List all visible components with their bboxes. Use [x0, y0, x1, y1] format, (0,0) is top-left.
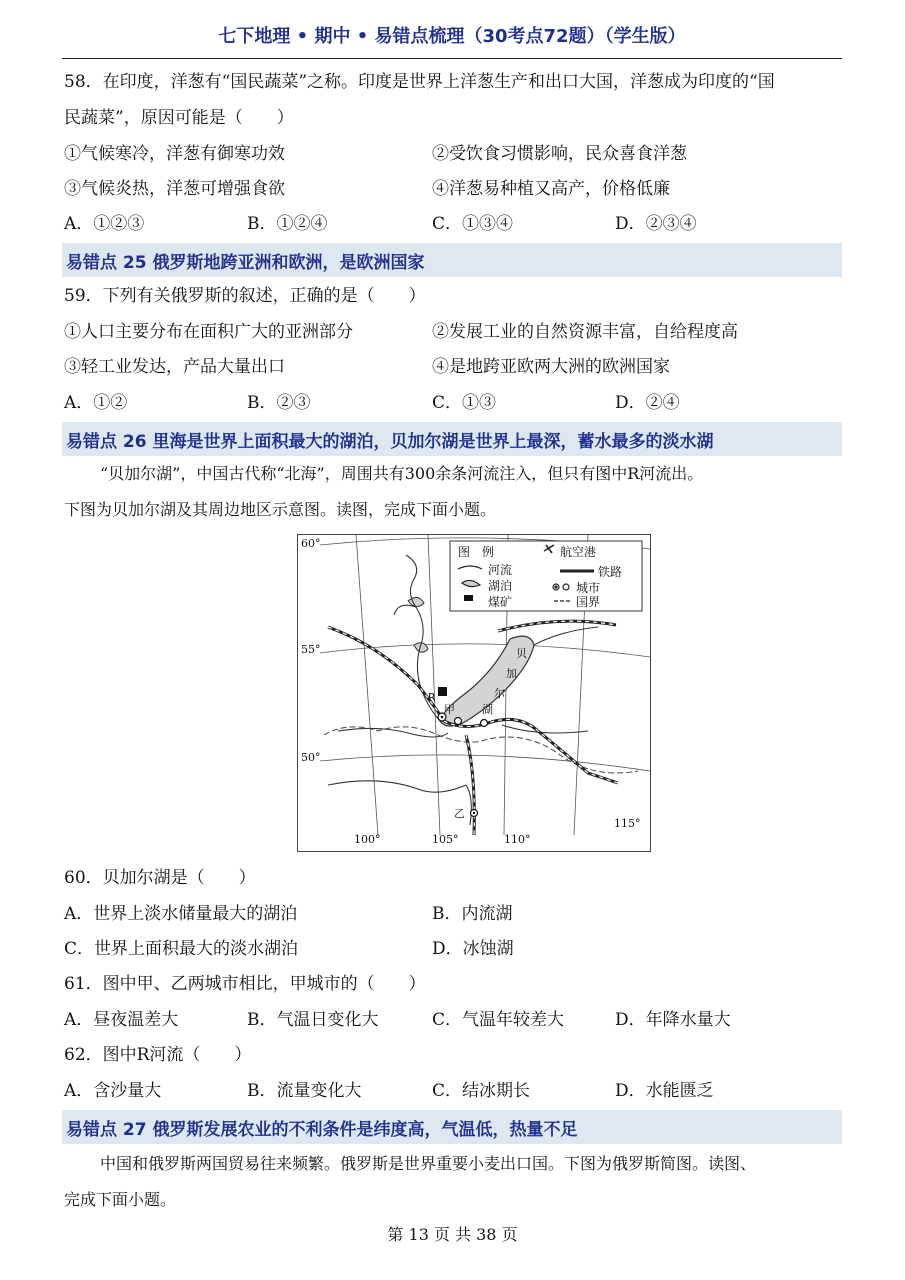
passage-26-line1: “贝加尔湖”，中国古代称“北海”，周围共有300余条河流注入，但只有图中R河流出。	[100, 464, 704, 483]
q59-option-b: B．②③	[247, 393, 311, 413]
q58-option-b: B．①②④	[247, 214, 328, 234]
q58-statement-4: ④洋葱易种植又高产，价格低廉	[432, 179, 670, 199]
error-point-27-band	[62, 1110, 842, 1144]
river-r-label: R	[428, 691, 436, 704]
q58-statement-3: ③气候炎热，洋葱可增强食欲	[64, 179, 285, 199]
lon-100-label: 100°	[354, 833, 381, 846]
error-point-27-title: 易错点 27 俄罗斯发展农业的不利条件是纬度高，气温低，热量不足	[66, 1120, 578, 1140]
q58-statement-1: ①气候寒冷，洋葱有御寒功效	[64, 144, 285, 164]
error-point-26-band	[62, 422, 842, 456]
lon-105-label: 105°	[432, 833, 459, 846]
legend-coal-label: 煤矿	[488, 595, 513, 609]
legend-lake-label: 湖泊	[488, 579, 513, 593]
lake-label-char-2: 加	[506, 667, 517, 680]
q59-option-a: A．①②	[64, 393, 128, 413]
q60-option-c: C．世界上面积最大的淡水湖泊	[64, 939, 299, 959]
q59-statement-4: ④是地跨亚欧两大洲的欧洲国家	[432, 357, 670, 377]
header-divider	[62, 58, 842, 59]
lon-110-label: 110°	[504, 833, 531, 846]
baikal-region-map	[297, 534, 651, 852]
lat-55-label: 55°	[301, 643, 321, 656]
q62-option-b: B．流量变化大	[247, 1081, 362, 1101]
q60-stem: 60．贝加尔湖是（ ）	[64, 868, 256, 888]
q59-statement-2: ②发展工业的自然资源丰富，自给程度高	[432, 322, 738, 342]
q61-option-c: C．气温年较差大	[432, 1010, 565, 1030]
q58-stem-line1: 58．在印度，洋葱有“国民蔬菜”之称。印度是世界上洋葱生产和出口大国，洋葱成为印度的“国	[64, 72, 775, 92]
error-point-26-title: 易错点 26 里海是世界上面积最大的湖泊，贝加尔湖是世界上最深，蓄水最多的淡水湖	[66, 432, 714, 452]
lat-50-label: 50°	[301, 751, 321, 764]
page-footer: 第 13 页 共 38 页	[387, 1225, 518, 1244]
lake-label-char-1: 贝	[516, 647, 527, 660]
legend-river-label: 河流	[488, 563, 513, 577]
passage-26-line2: 下图为贝加尔湖及其周边地区示意图。读图，完成下面小题。	[64, 500, 497, 519]
legend-coal-symbol	[464, 595, 473, 601]
q58-option-c: C．①③④	[432, 214, 514, 234]
q59-option-c: C．①③	[432, 393, 497, 413]
q62-option-d: D．水能匮乏	[615, 1081, 714, 1101]
q60-option-b: B．内流湖	[432, 904, 513, 924]
legend-city-label: 城市	[576, 581, 601, 595]
national-border	[324, 727, 638, 773]
legend-railway-label: 铁路	[598, 565, 623, 579]
coal-mine-marker	[438, 687, 447, 696]
q62-option-a: A．含沙量大	[64, 1081, 162, 1101]
error-point-25-band	[62, 243, 842, 277]
passage-27-line2: 完成下面小题。	[64, 1190, 177, 1209]
q59-stem: 59．下列有关俄罗斯的叙述，正确的是（ ）	[64, 286, 426, 306]
legend-border-label: 国界	[576, 595, 601, 609]
q58-option-d: D．②③④	[615, 214, 697, 234]
city-jia-label: 甲	[444, 703, 455, 716]
q61-stem: 61．图中甲、乙两城市相比，甲城市的（ ）	[64, 974, 426, 994]
q62-stem: 62．图中R河流（ ）	[64, 1045, 252, 1065]
lake-label-char-3: 尔	[494, 687, 505, 700]
city-yi-label: 乙	[454, 807, 465, 820]
q61-option-a: A．昼夜温差大	[64, 1010, 179, 1030]
q58-option-a: A．①②③	[64, 214, 145, 234]
error-point-25-title: 易错点 25 俄罗斯地跨亚洲和欧洲，是欧洲国家	[66, 253, 425, 273]
lat-60-label: 60°	[301, 537, 321, 550]
q58-stem-line2: 民蔬菜”，原因可能是（ ）	[64, 108, 294, 128]
q61-option-d: D．年降水量大	[615, 1010, 731, 1030]
lake-label-char-4: 湖	[482, 703, 493, 716]
q62-option-c: C．结冰期长	[432, 1081, 531, 1101]
lon-115-label: 115°	[614, 817, 641, 830]
city-markers	[438, 713, 488, 817]
q60-option-a: A．世界上淡水储量最大的湖泊	[64, 904, 298, 924]
page-header-title: 七下地理 • 期中 • 易错点梳理（30考点72题）（学生版）	[218, 26, 686, 47]
q59-statement-1: ①人口主要分布在面积广大的亚洲部分	[64, 322, 353, 342]
q60-option-d: D．冰蚀湖	[432, 939, 514, 959]
q59-option-d: D．②④	[615, 393, 680, 413]
passage-27-line1: 中国和俄罗斯两国贸易往来频繁。俄罗斯是世界重要小麦出口国。下图为俄罗斯简图。读图、	[100, 1154, 757, 1173]
q58-statement-2: ②受饮食习惯影响，民众喜食洋葱	[432, 144, 687, 164]
legend-title: 图 例	[458, 545, 495, 559]
q61-option-b: B．气温日变化大	[247, 1010, 379, 1030]
legend-airport-label: 航空港	[560, 545, 597, 559]
q59-statement-3: ③轻工业发达，产品大量出口	[64, 357, 285, 377]
